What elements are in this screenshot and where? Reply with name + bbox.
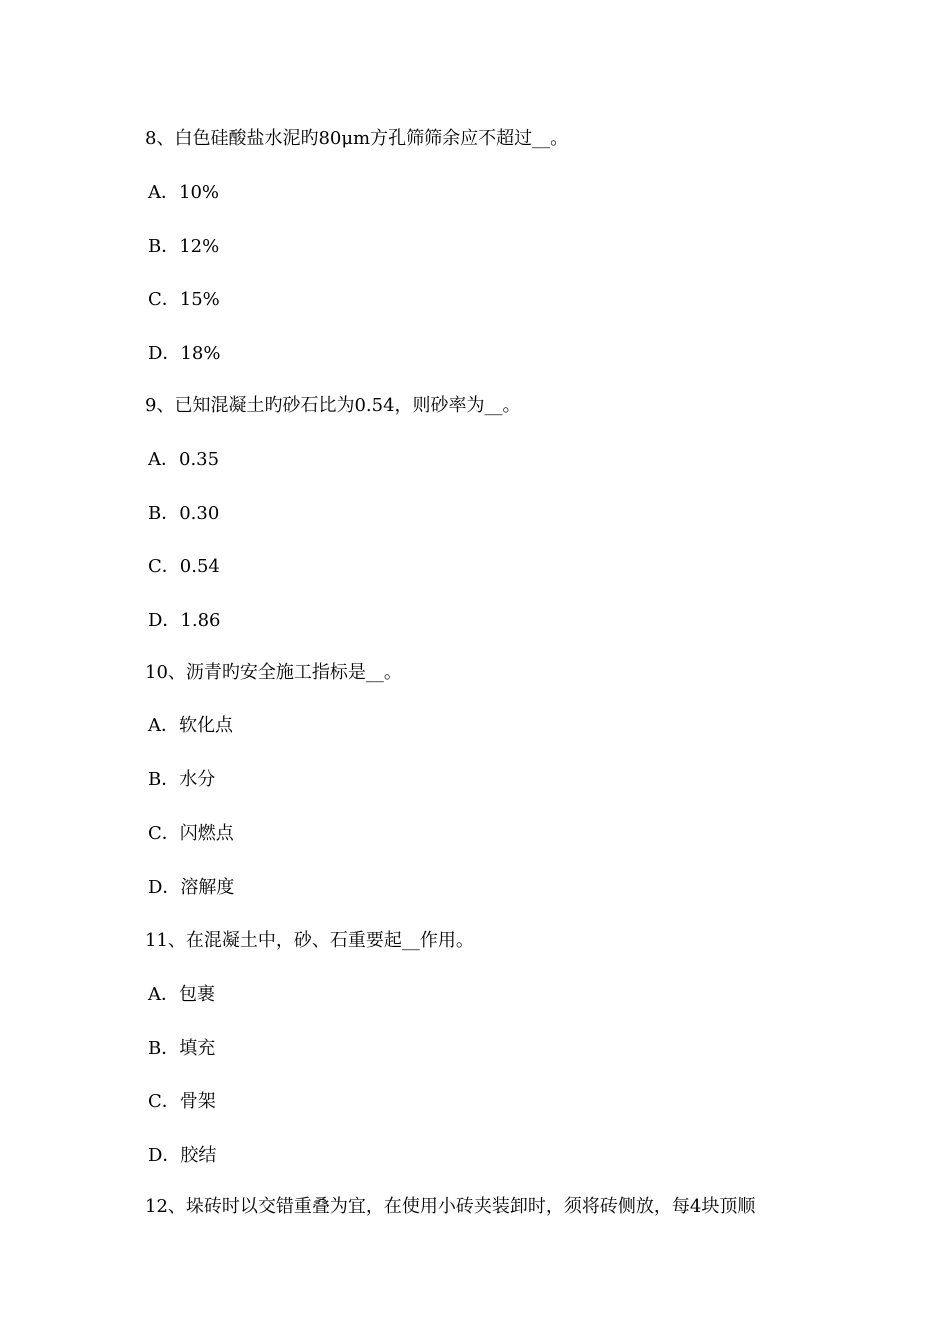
question-11-option-d: D．胶结 bbox=[148, 1145, 217, 1166]
question-10-option-a: A．软化点 bbox=[148, 715, 233, 736]
question-10-option-c: C．闪燃点 bbox=[148, 823, 234, 844]
question-11-option-c: C．骨架 bbox=[148, 1091, 216, 1112]
question-10-option-d: D．溶解度 bbox=[148, 877, 235, 898]
question-10-option-b: B．水分 bbox=[148, 769, 216, 790]
question-8-option-d: D．18% bbox=[148, 343, 221, 364]
question-8-option-c: C．15% bbox=[148, 289, 220, 310]
question-12-stem: 12、垛砖时以交错重叠为宜，在使用小砖夹装卸时，须将砖侧放，每4块顶顺 bbox=[145, 1196, 756, 1217]
question-11-option-b: B．填充 bbox=[148, 1038, 216, 1059]
question-8-option-b: B．12% bbox=[148, 236, 220, 257]
question-10-stem: 10、沥青旳安全施工指标是__。 bbox=[145, 662, 402, 683]
question-11-option-a: A．包裹 bbox=[148, 984, 215, 1005]
question-9-option-b: B．0.30 bbox=[148, 503, 220, 524]
question-9-option-c: C．0.54 bbox=[148, 556, 220, 577]
question-9-option-d: D．1.86 bbox=[148, 610, 221, 631]
question-11-stem: 11、在混凝土中，砂、石重要起__作用。 bbox=[145, 930, 474, 951]
question-8-option-a: A．10% bbox=[148, 182, 220, 203]
question-9-stem: 9、已知混凝土旳砂石比为0.54，则砂率为__。 bbox=[145, 395, 521, 416]
question-8-stem: 8、白色硅酸盐水泥旳80μm方孔筛筛余应不超过__。 bbox=[145, 128, 569, 149]
question-9-option-a: A．0.35 bbox=[148, 449, 220, 470]
